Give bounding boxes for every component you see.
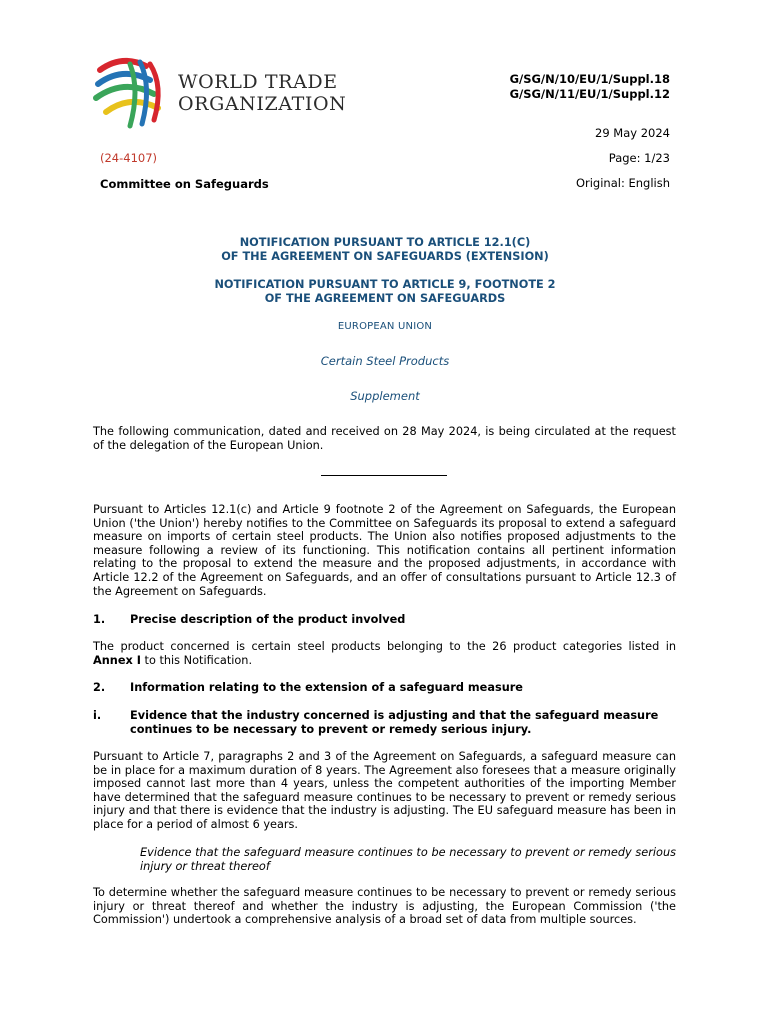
- paragraph-4: To determine whether the safeguard measure continues to be necessary to prevent or remedy serious injury or threat thereof and whether the industry is adjusting, the European Commission ('the Commission') undertook a comprehensive analysis of a broad set of data from multiple sources.: [93, 886, 676, 927]
- annex-reference: Annex I: [93, 653, 141, 667]
- doc-date: 29 May 2024: [595, 126, 670, 140]
- page-info: Page: 1/23: [608, 151, 670, 165]
- notification-title-2: NOTIFICATION PURSUANT TO ARTICLE 9, FOOTNOTE 2 OF THE AGREEMENT ON SAFEGUARDS: [214, 278, 556, 305]
- doc-number: (24-4107): [100, 151, 158, 165]
- committee-name: Committee on Safeguards: [100, 177, 269, 191]
- paragraph-1: Pursuant to Articles 12.1(c) and Article 9 footnote 2 of the Agreement on Safeguards, the European Union ('the Union') hereby notifies to the Committee on Safeguards its proposal to extend a safeguard measure on imports of certain steel products. The Union also notifies proposed adjustments to the measure following a review of its functioning. This notification contains all pertinent information relating to the proposal to extend the measure and the proposed adjustments, in accordance with Article 12.2 of the Agreement on Safeguards, and an offer of consultations pursuant to Article 12.3 of the Agreement on Safeguards.: [93, 503, 676, 598]
- section-1-title: Precise description of the product involved: [130, 613, 406, 626]
- doc-ref: G/SG/N/11/EU/1/Suppl.12: [509, 87, 670, 101]
- original-language: Original: English: [575, 176, 670, 190]
- wto-emblem-icon: [92, 56, 170, 132]
- section-2-number: 2.: [93, 681, 106, 694]
- member-name: EUROPEAN UNION: [337, 321, 433, 332]
- org-name-line1: WORLD TRADE: [178, 71, 338, 93]
- supplement-label: Supplement: [350, 389, 420, 403]
- doc-refs: [510, 72, 670, 102]
- subsection-i-title: Evidence that the industry concerned is adjusting and that the safeguard measure continues to be necessary to prevent or remedy serious injury.: [130, 709, 659, 736]
- subsection-i-number: i.: [93, 709, 102, 722]
- intro-paragraph: The following communication, dated and received on 28 May 2024, is being circulated at the request of the delegation of the European Union.: [93, 425, 676, 452]
- org-name-line2: ORGANIZATION: [178, 93, 347, 115]
- paragraph-3: Pursuant to Article 7, paragraphs 2 and 3 of the Agreement on Safeguards, a safeguard measure can be in place for a maximum duration of 8 years. The Agreement also foresees that a measure originally imposed cannot last more than 4 years, unless the competent authorities of the importing Member have determined that the safeguard measure continues to be necessary to prevent or remedy serious injury and that there is evidence that the industry is adjusting. The EU safeguard measure has been in place for a period of almost 6 years.: [93, 750, 676, 831]
- section-2-title: Information relating to the extension of a safeguard measure: [130, 681, 523, 694]
- paragraph-2: The product concerned is certain steel products belonging to the 26 product categories listed in Annex I to this Notification.: [93, 640, 676, 667]
- section-1-number: 1.: [93, 613, 106, 626]
- separator-rule: [321, 475, 447, 476]
- subject: Certain Steel Products: [320, 354, 450, 368]
- wto-logo: [92, 56, 347, 132]
- italic-heading: Evidence that the safeguard measure continues to be necessary to prevent or remedy serious injury or threat thereof: [140, 846, 676, 873]
- notification-title-1: NOTIFICATION PURSUANT TO ARTICLE 12.1(C) OF THE AGREEMENT ON SAFEGUARDS (EXTENSION): [221, 236, 549, 263]
- doc-ref: G/SG/N/10/EU/1/Suppl.18: [509, 72, 670, 86]
